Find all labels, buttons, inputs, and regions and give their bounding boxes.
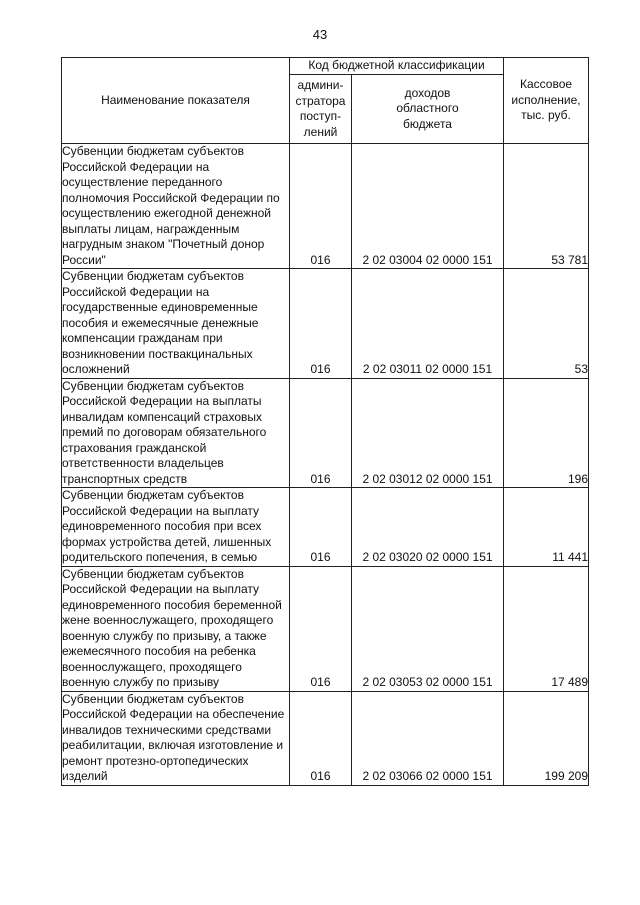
table-row <box>62 269 589 379</box>
income-code-cell: 2 02 03066 02 0000 151 <box>352 691 504 785</box>
header-budget-classification-code: Код бюджетной классификации <box>290 58 504 75</box>
income-code-cell: 2 02 03012 02 0000 151 <box>352 378 504 488</box>
indicator-name-cell: Субвенции бюджетам субъектов Российской Федерации на государственные единовременные пособия и ежемесячные денежные компенсации гражданам при возникновении поствакцинальных осложнений <box>62 269 290 379</box>
header-cash-execution: Кассовое исполнение, тыс. руб. <box>504 58 589 144</box>
header-income-code: доходов областного бюджета <box>352 75 504 144</box>
amount-cell: 53 781 <box>504 144 589 269</box>
administrator-code-cell: 016 <box>290 488 352 567</box>
budget-execution-table <box>61 57 589 786</box>
table-row <box>62 378 589 488</box>
table-row <box>62 691 589 785</box>
administrator-code-cell: 016 <box>290 691 352 785</box>
income-code-cell: 2 02 03004 02 0000 151 <box>352 144 504 269</box>
indicator-name-cell: Субвенции бюджетам субъектов Российской Федерации на выплату единовременного пособия беременной жене военнослужащего, проходящего военную службу по призыву, а также ежемесячного пособия на ребенка военнослужащего, проходящего военную службу по призыву <box>62 566 290 691</box>
amount-cell: 17 489 <box>504 566 589 691</box>
indicator-name-cell: Субвенции бюджетам субъектов Российской Федерации на осуществление переданного полномочия Российской Федерации по осуществлению ежегодной денежной выплаты лицам, награжденным нагрудным знаком "Почетный донор России" <box>62 144 290 269</box>
header-administrator-code: админи- стратора поступ- лений <box>290 75 352 144</box>
table-row <box>62 488 589 567</box>
table-row <box>62 144 589 269</box>
page-number: 43 <box>312 27 328 42</box>
indicator-name-cell: Субвенции бюджетам субъектов Российской Федерации на выплаты инвалидам компенсаций страховых премий по договорам обязательного страхования гражданской ответственности владельцев транспортных средств <box>62 378 290 488</box>
header-indicator-name: Наименование показателя <box>62 58 290 144</box>
administrator-code-cell: 016 <box>290 566 352 691</box>
indicator-name-cell: Субвенции бюджетам субъектов Российской Федерации на обеспечение инвалидов техническими средствами реабилитации, включая изготовление и ремонт протезно-ортопедических изделий <box>62 691 290 785</box>
administrator-code-cell: 016 <box>290 144 352 269</box>
amount-cell: 11 441 <box>504 488 589 567</box>
income-code-cell: 2 02 03011 02 0000 151 <box>352 269 504 379</box>
indicator-name-cell: Субвенции бюджетам субъектов Российской Федерации на выплату единовременного пособия при всех формах устройства детей, лишенных родительского попечения, в семью <box>62 488 290 567</box>
table-row <box>62 566 589 691</box>
administrator-code-cell: 016 <box>290 269 352 379</box>
amount-cell: 199 209 <box>504 691 589 785</box>
administrator-code-cell: 016 <box>290 378 352 488</box>
income-code-cell: 2 02 03053 02 0000 151 <box>352 566 504 691</box>
amount-cell: 196 <box>504 378 589 488</box>
income-code-cell: 2 02 03020 02 0000 151 <box>352 488 504 567</box>
amount-cell: 53 <box>504 269 589 379</box>
